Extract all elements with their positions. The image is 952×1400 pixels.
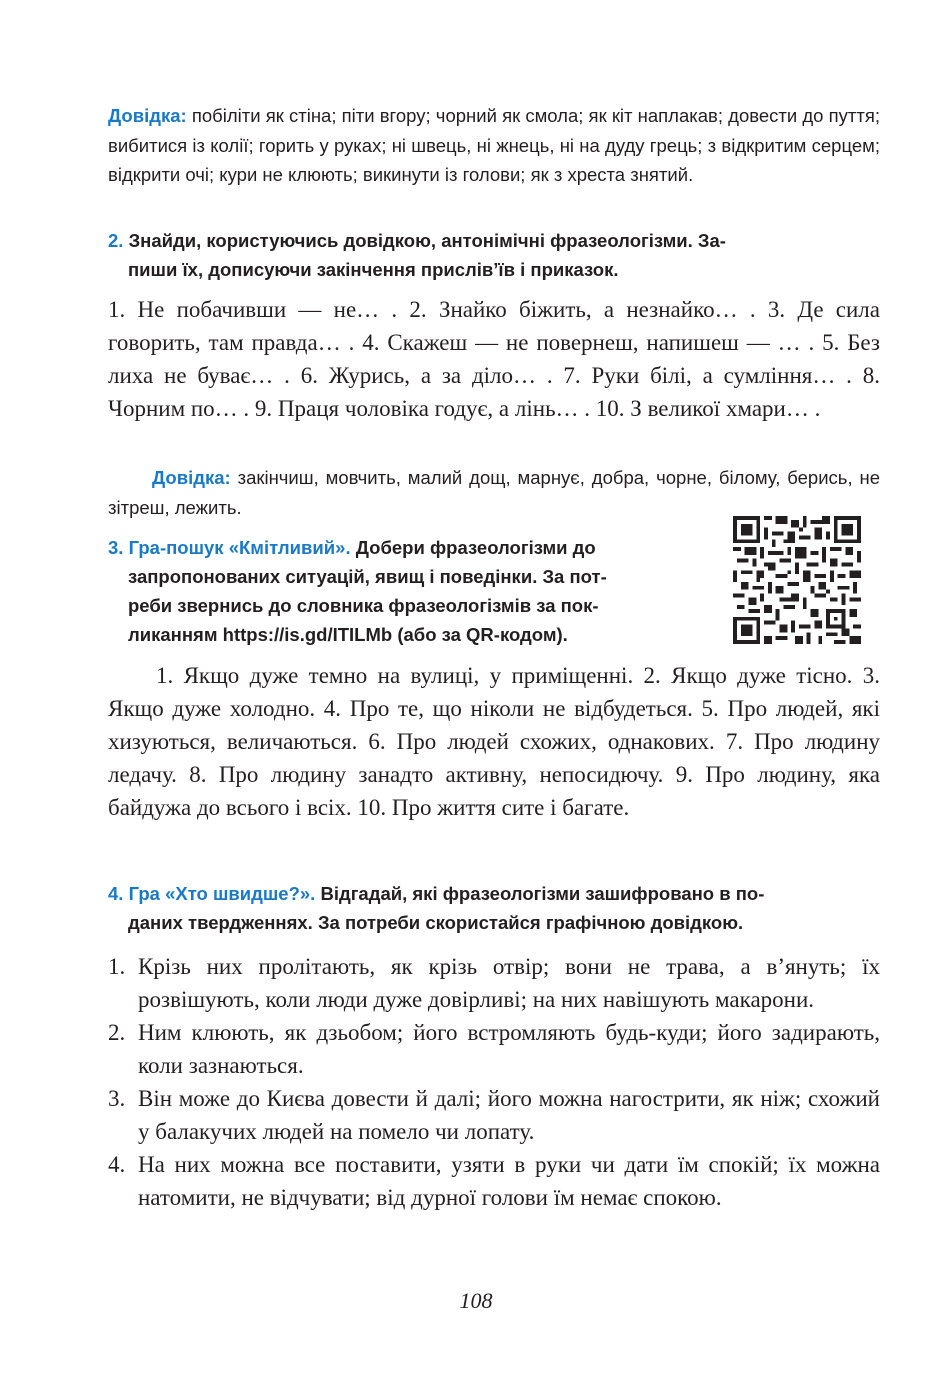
reference-text: побіліти як стіна; піти вгору; чорний як смола; як кіт наплакав; довести до пуття; вибитися із колії; горить у руках; ні швець, ні жнець, ні на дуду грець; з відкритим серцем; відкрити очі; кури не клюють; викинути із голови; як з хреста знятий. (108, 105, 881, 185)
task-instruction-line: Відгадай, які фразеологізми зашифровано в по- (320, 883, 765, 904)
task-title: Гра-пошук «Кмітливий». (128, 537, 351, 558)
reference-label: Довідка: (152, 467, 231, 488)
task-title: Гра «Хто швидше?». (128, 883, 316, 904)
task-instruction-line: даних твердженнях. За потреби скористайся графічною довідкою. (128, 912, 744, 933)
list-item (108, 1082, 880, 1148)
task-link-line[interactable]: ликанням https://is.gd/ITILMb (або за QR-кодом). (128, 624, 568, 645)
reference-label: Довідка: (108, 105, 187, 126)
task-instruction-line: запропонованих ситуацій, явищ і поведінки. За пот- (128, 566, 607, 587)
list-item-number: 1. (108, 954, 126, 979)
list-item-number: 2. (108, 1020, 126, 1045)
riddle-list (108, 950, 880, 1214)
task-number: 2. (108, 230, 124, 251)
qr-code-icon[interactable] (733, 516, 861, 644)
reference-block-2 (108, 463, 880, 522)
exercise-2-text: 1. Не побачивши — не… . 2. Знайко біжить, а незнайко… . 3. Де сила говорить, там правда… . 4. Скажеш — не повернеш, напишеш — … . 5. Без лиха не буває… . 6. Журись, а за діло… . 7. Руки білі, а сумління… . 8. Чорним по… . 9. Праця чоловіка годує, а лінь… . 10. З великої хмари… . (108, 297, 880, 421)
task-instruction-line: Добери фразеологізми до (355, 537, 596, 558)
exercise-3-paragraph: 1. Якщо дуже темно на вулиці, у приміщенні. 2. Якщо дуже тісно. 3. Якщо дуже холодно. 4. Про те, що ніколи не відбудеться. 5. Про людей, які хизуються, величаються. 6. Про людей схожих, однакових. 7. Про людину ледачу. 8. Про людину занадто активну, непосидючу. 9. Про людину, яка байдужа до всього і всіх. 10. Про життя сите і багате. (108, 663, 880, 820)
task-4-heading (108, 879, 868, 937)
task-instruction-line: пиши їх, дописуючи закінчення прислів’їв і приказок. (128, 259, 619, 280)
list-item-text: Крізь них пролітають, як крізь отвір; вони не трава, а в’януть; їх розвішують, коли люди дуже довірливі; на них навішують макарони. (138, 954, 880, 1012)
page-number: 108 (459, 1288, 493, 1313)
task-3-heading (108, 533, 718, 649)
list-item (108, 1016, 880, 1082)
list-item-text: Він може до Києва довести й далі; його можна нагострити, як ніж; схожий у балакучих людей на помело чи лопату. (138, 1086, 880, 1144)
reference-block-1 (108, 101, 880, 190)
list-item (108, 1148, 880, 1214)
task-number: 4. (108, 883, 124, 904)
exercise-3-text (108, 659, 880, 824)
task-instruction-line: реби звернись до словника фразеологізмів за пок- (128, 595, 599, 616)
task-number: 3. (108, 537, 124, 558)
task-2-heading (108, 226, 868, 284)
list-item (108, 950, 880, 1016)
task-instruction-line: Знайди, користуючись довідкою, антонімічні фразеологізми. За- (128, 230, 726, 251)
list-item-text: Ним клюють, як дзьобом; його встромляють будь-куди; його задирають, коли зазнаються. (138, 1020, 880, 1078)
list-item-text: На них можна все поставити, узяти в руки чи дати їм спокій; їх можна натомити, не відчувати; від дурної голови їм немає спокою. (138, 1152, 880, 1210)
list-item-number: 4. (108, 1152, 126, 1177)
reference-text: закінчиш, мовчить, малий дощ, марнує, добра, чорне, білому, берись, не зітреш, лежить. (108, 467, 880, 518)
list-item-number: 3. (108, 1086, 126, 1111)
